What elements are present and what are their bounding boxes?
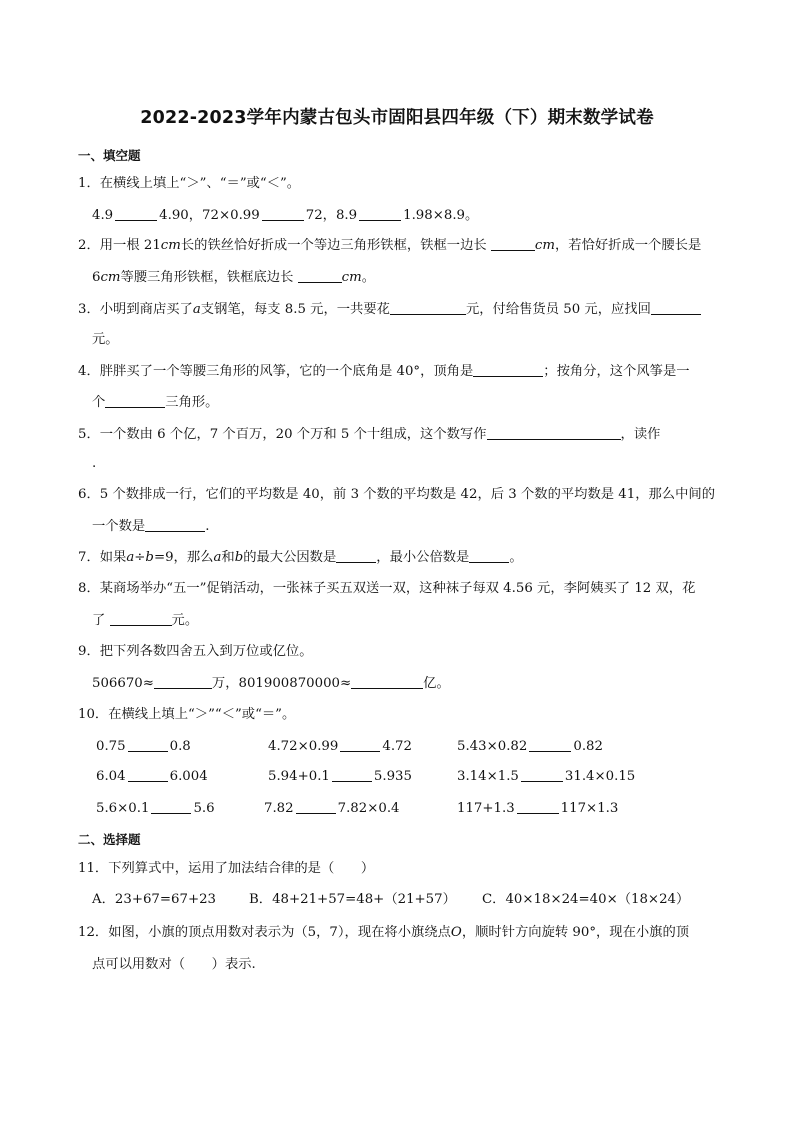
answer-blank[interactable] [128,767,168,782]
variable-a: a [192,302,201,317]
expr-right: 5.6 [193,801,215,816]
q8-text: 了 [92,613,106,628]
q10-row-2-col-1 [96,767,208,786]
q4-text: 三角形。 [165,395,219,410]
expr-right: 5.935 [373,769,412,784]
q9-text: 506670≈ [92,676,154,691]
q8-text: 元。 [171,613,199,628]
q7-text: =9，那么 [153,550,214,565]
expr-left: 5.94+0.1 [268,769,330,784]
question-6-line-2 [92,517,209,536]
point-o: O [450,925,462,940]
question-3-line-1 [78,300,701,319]
question-7 [78,548,523,567]
q10-row-3-col-1 [96,799,215,818]
q2-text: ，若恰好折成一个腰长是 [554,238,702,253]
q11-option-a[interactable]: A．23+67=67+23 [92,892,217,907]
question-5-line-2: . [92,456,97,471]
q7-text: 7．如果 [78,550,127,565]
answer-blank[interactable] [262,206,304,221]
question-8-line-2 [92,611,198,630]
q5-text: ，读作 [620,427,661,442]
question-2-line-1 [78,236,701,255]
expr-left: 4.72×0.99 [268,739,339,754]
q1-item-b: 4.90，72×0.99 [159,208,260,223]
q6-text: . [205,519,210,534]
answer-blank[interactable] [128,737,168,752]
variable-a: a [213,550,222,565]
question-10-stem: 10．在横线上填上“＞”“＜”或“＝”。 [78,707,296,722]
unit-cm: cm [160,238,181,253]
question-9-items [92,674,450,693]
answer-blank[interactable] [351,674,423,689]
page-title: 2022-2023学年内蒙古包头市固阳县四年级（下）期末数学试卷 [140,108,654,128]
q10-row-3-col-3 [457,799,618,818]
answer-blank[interactable] [390,300,466,315]
expr-left: 117+1.3 [457,801,515,816]
unit-cm: cm [341,270,362,285]
expr-left: 5.6×0.1 [96,801,150,816]
q3-text: 元，付给售货员 50 元，应找回 [465,302,651,317]
expr-left: 6.04 [96,769,126,784]
unit-cm: cm [100,270,121,285]
expr-left: 7.82 [264,801,294,816]
question-12-line-2: 点可以用数对（ ）表示. [92,957,256,972]
expr-left: 3.14×1.5 [457,769,519,784]
answer-blank[interactable] [491,236,535,251]
q7-text: 的最大公因数是 [243,550,337,565]
answer-blank[interactable] [359,206,401,221]
q4-text: 个 [92,395,106,410]
q4-text: ；按角分，这个风筝是一 [543,364,690,379]
q7-text: ，最小公倍数是 [376,550,470,565]
question-4-line-2 [92,393,218,412]
answer-blank[interactable] [340,737,380,752]
expr-right: 117×1.3 [560,801,619,816]
answer-blank[interactable] [487,425,621,440]
question-12-line-1 [78,924,689,942]
expr-right: 4.72 [382,739,412,754]
question-9-stem: 9．把下列各数四舍五入到万位或亿位。 [78,644,313,659]
question-6-line-1: 6．5 个数排成一行，它们的平均数是 40，前 3 个数的平均数是 42，后 3 个数的平均数是 41，那么中间的 [78,487,715,502]
expr-left: 0.75 [96,739,126,754]
q3-text: 支钢笔，每支 8.5 元，一共要花 [200,302,390,317]
answer-blank[interactable] [105,393,165,408]
q10-row-3-col-2 [264,799,400,818]
section-fill-blank: 一、填空题 [78,148,141,163]
answer-blank[interactable] [296,799,336,814]
q5-text: 5．一个数由 6 个亿，7 个百万，20 个万和 5 个十组成，这个数写作 [78,427,487,442]
question-1-items [92,206,478,225]
answer-blank[interactable] [115,206,157,221]
answer-blank[interactable] [517,799,559,814]
q10-row-1-col-3 [457,737,603,756]
q2-text: 长的铁丝恰好折成一个等边三角形铁框，铁框一边长 [180,238,487,253]
q1-item-a: 4.9 [92,208,114,223]
q4-text: 4．胖胖买了一个等腰三角形的风筝，它的一个底角是 40°，顶角是 [78,364,474,379]
q1-item-c: 72，8.9 [305,208,358,223]
question-11-stem: 11．下列算式中，运用了加法结合律的是（ ） [78,861,375,876]
q2-text: 等腰三角形铁框，铁框底边长 [120,270,294,285]
question-5-line-1 [78,425,660,444]
answer-blank[interactable] [154,674,212,689]
q6-text: 一个数是 [92,519,146,534]
expr-right: 0.82 [573,739,603,754]
expr-right: 7.82×0.4 [337,801,400,816]
q9-text: 万，801900870000≈ [211,676,352,691]
question-4-line-1 [78,362,690,381]
answer-blank[interactable] [529,737,571,752]
q10-row-1-col-2 [268,737,412,756]
expr-left: 5.43×0.82 [457,739,528,754]
variable-b: b [234,550,244,565]
q10-row-1-col-1 [96,737,191,756]
question-1-stem: 1．在横线上填上“＞”、“＝”或“＜”。 [78,176,301,191]
section-multiple-choice: 二、选择题 [78,832,141,847]
q10-row-2-col-3 [457,767,635,786]
answer-blank[interactable] [110,611,172,626]
expression-a-div-b: a÷b [126,550,154,565]
q11-option-c[interactable]: C．40×18×24=40×（18×24） [482,892,690,907]
expr-right: 31.4×0.15 [564,769,636,784]
answer-blank[interactable] [151,799,191,814]
q2-text: 6 [92,270,101,285]
answer-blank[interactable] [651,300,701,315]
answer-blank[interactable] [521,767,563,782]
answer-blank[interactable] [473,362,543,377]
answer-blank[interactable] [298,268,342,283]
q2-text: 。 [361,270,375,285]
q11-option-b[interactable]: B．48+21+57=48+（21+57） [249,892,456,907]
answer-blank[interactable] [336,548,376,563]
question-8-line-1: 8．某商场举办“五一”促销活动，一张袜子买五双送一双，这种袜子每双 4.56 元，李阿姨买了 12 双，花 [78,581,696,596]
question-3-line-2: 元。 [92,332,119,347]
q2-text: 2．用一根 21 [78,238,161,253]
q10-row-2-col-2 [268,767,412,786]
question-2-line-2 [92,268,375,287]
answer-blank[interactable] [469,548,509,563]
q7-text: 和 [221,550,235,565]
q9-text: 亿。 [423,676,450,691]
q3-text: 3．小明到商店买了 [78,302,193,317]
expr-right: 6.004 [169,769,208,784]
unit-cm: cm [534,238,555,253]
answer-blank[interactable] [332,767,372,782]
q1-item-d: 1.98×8.9。 [403,208,479,223]
answer-blank[interactable] [145,517,205,532]
q12-text: ，顺时针方向旋转 90°，现在小旗的顶 [461,925,690,940]
q12-text: 12．如图，小旗的顶点用数对表示为（5，7），现在将小旗绕点 [78,925,451,940]
expr-right: 0.8 [169,739,191,754]
q7-text: 。 [509,550,523,565]
